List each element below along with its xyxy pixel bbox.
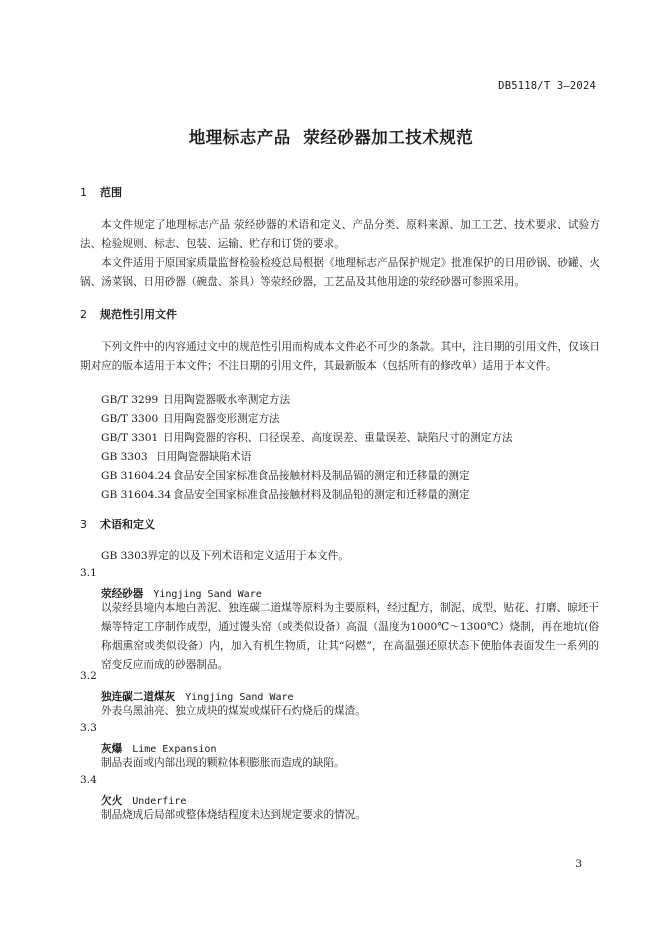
section-2-heading	[80, 306, 177, 322]
section-3-heading	[80, 516, 155, 532]
section-1-paragraph-1: 本文件规定了地理标志产品 荥经砂器的术语和定义、产品分类、原料来源、加工工艺、技术要求、试验方法、检验规则、标志、包装、运输、贮存和订货的要求。	[80, 219, 600, 250]
reference-code: GB 31604.24	[101, 470, 172, 482]
reference-code: GB/T 3299	[101, 394, 159, 406]
section-2-paragraph-1: 下列文件中的内容通过文中的规范性引用而构成本文件必不可少的条款。其中，注日期的引用文件，仅该日期对应的版本适用于本文件；不注日期的引用文件，其最新版本（包括所有的修改单）适用于本文件。	[80, 341, 600, 372]
page-number: 3	[575, 858, 582, 870]
reference-code: GB 31604.34	[101, 489, 172, 501]
term-number: 3.3	[80, 722, 97, 734]
reference-title: 食品安全国家标准食品接触材料及制品镉的测定和迁移量的测定	[173, 470, 470, 482]
reference-title: 食品安全国家标准食品接触材料及制品铅的测定和迁移量的测定	[173, 489, 470, 501]
term-chinese: 欠火	[101, 795, 123, 807]
section-number: 2	[80, 308, 87, 321]
reference-code: GB 3303	[101, 451, 148, 463]
reference-item	[101, 392, 290, 407]
reference-item	[101, 449, 251, 464]
term-chinese: 独连碳二道煤灰	[101, 691, 176, 703]
term-definition: 制品表面或内部出现的颗粒体积膨胀而造成的缺陷。	[101, 757, 345, 769]
reference-code: GB/T 3300	[101, 413, 159, 425]
term-english: Underfire	[132, 796, 187, 807]
term-number: 3.2	[80, 670, 97, 682]
reference-item	[101, 430, 513, 445]
section-3-paragraph-1: GB 3303界定的以及下列术语和定义适用于本文件。	[101, 550, 349, 562]
section-title: 术语和定义	[100, 518, 155, 531]
page-title: 地理标志产品 荥经砂器加工技术规范	[188, 128, 474, 147]
reference-title: 日用陶瓷器吸水率测定方法	[163, 394, 291, 406]
term-chinese: 荥经砂器	[101, 588, 144, 600]
section-number: 1	[80, 186, 87, 199]
reference-title: 日用陶瓷器变形测定方法	[163, 413, 280, 425]
term-english: Yingjing Sand Ware	[153, 589, 262, 600]
section-number: 3	[80, 518, 87, 531]
section-title: 范围	[100, 186, 122, 199]
term-definition: 制品烧成后局部或整体烧结程度未达到规定要求的情况。	[101, 809, 366, 821]
reference-item	[101, 411, 280, 426]
term-chinese: 灰爆	[101, 743, 123, 755]
reference-title: 日用陶瓷器缺陷术语	[156, 451, 252, 463]
reference-item	[101, 487, 470, 502]
term-english: Yingjing Sand Ware	[185, 692, 294, 703]
reference-code: GB/T 3301	[101, 432, 159, 444]
term-number: 3.1	[80, 567, 97, 579]
document-number: DB5118/T 3—2024	[498, 80, 596, 92]
section-1-paragraph-2: 本文件适用于原国家质量监督检验检疫总局根据《地理标志产品保护规定》批准保护的日用砂锅、砂罐、火锅、汤菜锅、日用砂器（碗盘、茶具）等荥经砂器，工艺品及其他用途的荥经砂器可参照采用。	[80, 257, 600, 288]
term-definition: 以荥经县境内本地白善泥、独连碳二道煤等原料为主要原料，经过配方，制泥、成型、贴花、打磨、晾坯干燥等特定工序制作成型，通过馒头窑（或类似设备）高温（温度为1000℃～1300℃）烧制，再在地坑(俗称烟熏窑或类似设备）内，加入有机生物质，让其“闷燃”，在高温强还原状态下使胎体表面发生一系列的窑变反应而成的砂器制品。	[101, 602, 599, 671]
section-1-heading	[80, 184, 122, 200]
term-english: Lime Expansion	[132, 744, 217, 755]
section-title: 规范性引用文件	[100, 308, 177, 321]
reference-title: 日用陶瓷器的容积、口径误差、高度误差、重量误差、缺陷尺寸的测定方法	[163, 432, 513, 444]
term-definition: 外表乌黑油亮、独立成块的煤炭或煤矸石灼烧后的煤渣。	[101, 705, 366, 717]
reference-item	[101, 468, 470, 483]
term-number: 3.4	[80, 774, 97, 786]
